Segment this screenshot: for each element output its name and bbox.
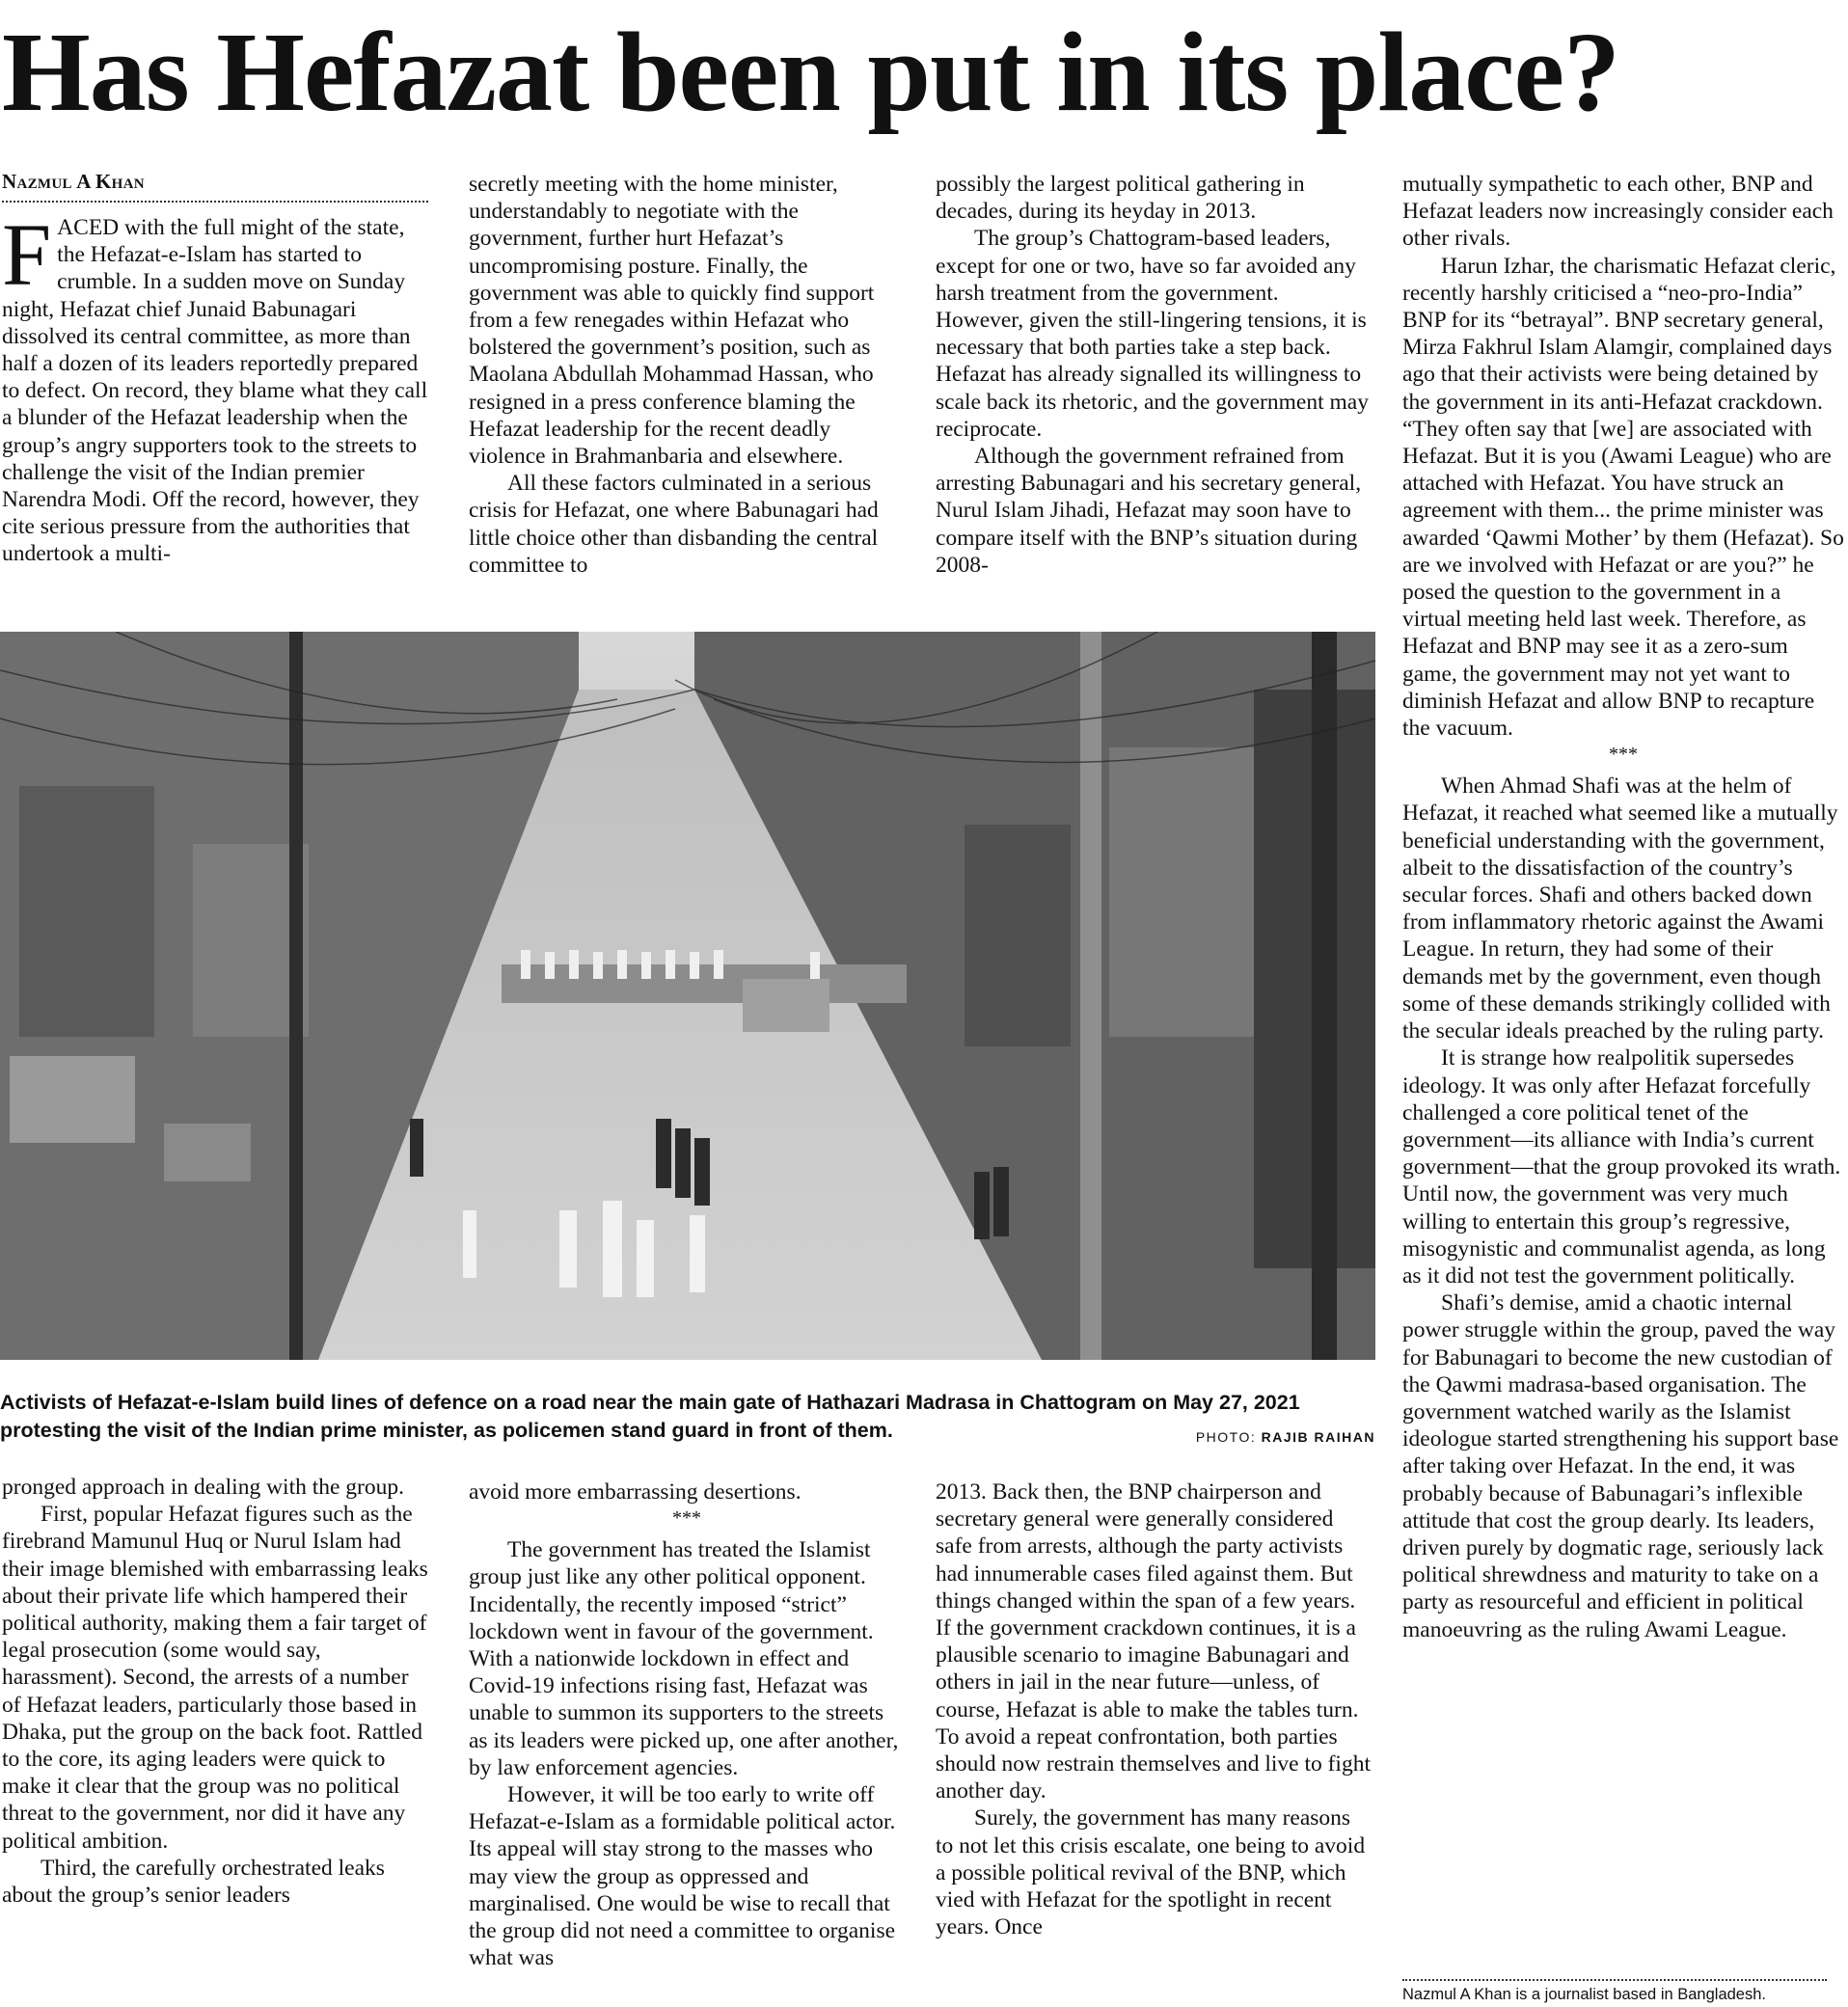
paragraph: pronged approach in dealing with the group. — [2, 1475, 405, 1500]
section-break: *** — [1609, 744, 1638, 766]
section-break: *** — [672, 1507, 701, 1530]
lead-paragraph: FACED with the full might of the state, the Hefazat-e-Islam has started to crumble. In a sudden move on Sunday night, Hefazat chief Junaid Babunagari dissolved its central committee, as more than half a dozen of its leaders reportedly prepared to defect. On record, they blame what they call a blunder of the Hefazat leadership when the group’s angry supporters took to the streets to challenge the visit of the Indian premier Narendra Modi. Off the record, however, they cite serious pressure from the authorities that undertook a multi- — [2, 205, 428, 567]
photo-credit: PHOTO: RAJIB RAIHAN — [1195, 1429, 1375, 1445]
column-4 — [1402, 171, 1844, 1976]
author-bio-divider — [1402, 1979, 1827, 1981]
paragraph: When Ahmad Shafi was at the helm of Hefazat, it reached what seemed like a mutually beneficial understanding with the government, albeit to the dissatisfaction of the country’s secular forces. Shafi and others backed down from inflammatory rhetoric against the Awami League. In return, they had some of their demands met by the government, even though some of these demands strikingly collided with the secular ideals preached by the ruling party. — [1402, 773, 1838, 1044]
headline: Has Hefazat been put in its place? — [2, 9, 1619, 135]
paragraph: Surely, the government has many reasons to not let this crisis escalate, one being to avoid a possible political revival of the BNP, which vied with Hefazat for the spotlight in recent years. Once — [936, 1805, 1366, 1940]
paragraph: avoid more embarrassing desertions. — [469, 1479, 802, 1505]
paragraph: possibly the largest political gathering in decades, during its heyday in 2013. — [936, 172, 1305, 225]
news-photo — [0, 632, 1375, 1360]
byline: Nazmul A Khan — [2, 168, 428, 203]
paragraph: 2013. Back then, the BNP chairperson and secretary general were generally considered safe from arrests, although the party activists had innumerable cases filed against them. But things changed within the span of a few years. If the government crackdown continues, it is a plausible scenario to imagine Babunagari and others in jail in the near future—unless, of course, Hefazat is able to make the tables turn. To avoid a repeat confrontation, both parties should now restrain themselves and live to fight another day. — [936, 1479, 1371, 1804]
column-2-top — [469, 171, 905, 605]
paragraph: All these factors culminated in a serious crisis for Hefazat, one where Babunagari had little choice other than disbanding the central committee to — [469, 471, 879, 578]
paragraph: The group’s Chattogram-based leaders, except for one or two, have so far avoided any harsh treatment from the government. However, given the still-lingering tensions, it is necessary that both parties take a step back. Hefazat has already signalled its willingness to scale back its rhetoric, and the government may reciprocate. — [936, 226, 1369, 442]
column-1-bottom — [2, 1474, 428, 2007]
street-scene-illustration — [0, 632, 1375, 1360]
paragraph: secretly meeting with the home minister, understandably to negotiate with the government, further hurt Hefazat’s uncompromising posture. Finally, the government was able to quickly find support from a few renegades within Hefazat who bolstered the government’s position, such as Maolana Abdullah Mohammad Hassan, who resigned in a press conference blaming the Hefazat leadership for the recent deadly violence in Brahmanbaria and elsewhere. — [469, 172, 875, 470]
author-bio: Nazmul A Khan is a journalist based in Bangladesh. — [1402, 1986, 1766, 2003]
column-2-bottom — [469, 1478, 905, 2007]
drop-cap: F — [2, 205, 52, 304]
paragraph: First, popular Hefazat figures such as the firebrand Mamunul Huq or Nurul Islam had their image blemished with embarrassing leaks about their private life which hampered their political authority, making them a fair target of legal prosecution (some would say, harassment). Second, the arrests of a number of Hefazat leaders, particularly those based in Dhaka, put the group on the back foot. Rattled to the core, its aging leaders were quick to make it clear that the group was no political threat to the government, nor did it have any political ambition. — [2, 1502, 428, 1854]
paragraph: Although the government refrained from arresting Babunagari and his secretary general, Nurul Islam Jihadi, Hefazat may soon have to compare itself with the BNP’s situation during 2008- — [936, 444, 1362, 578]
photo-caption: Activists of Hefazat-e-Islam build lines of defence on a road near the main gate of Hathazari Madrasa in Chattogram on May 27, 2021 protesting the visit of the Indian prime minister, as policemen stand guard in front of them. — [0, 1391, 1300, 1442]
paragraph: Shafi’s demise, amid a chaotic internal power struggle within the group, paved the way for Babunagari to become the new custodian of the Qawmi madrasa-based organisation. The government watched warily as the Islamist ideologue started strengthening his support base after taking over Hefazat. In the end, it was probably because of Babunagari’s inflexible attitude that cost the group dearly. Its leaders, driven purely by dogmatic rage, seriously lack political shrewdness and maturity to take on a party as resourceful and efficient in political manoeuvring as the ruling Awami League. — [1402, 1290, 1839, 1642]
paragraph: Harun Izhar, the charismatic Hefazat cleric, recently harshly criticised a “neo-pro-India” BNP for its “betrayal”. BNP secretary general, Mirza Fakhrul Islam Alamgir, complained days ago that their activists were being detained by the government in its anti-Hefazat crackdown. “They often say that [we] are associated with Hefazat. But it is you (Awami League) who are attached with Hefazat. You have struck an agreement with them... the prime minister was awarded ‘Qawmi Mother’ by them (Hefazat). So are we involved with Hefazat or are you?” he posed the question to the government in a virtual meeting held last week. Therefore, as Hefazat and BNP may see it as a zero-sum game, the government may not yet want to diminish Hefazat and allow BNP to recapture the vacuum. — [1402, 253, 1844, 742]
paragraph: mutually sympathetic to each other, BNP and Hefazat leaders now increasingly consider each other rivals. — [1402, 172, 1834, 252]
column-3-top — [936, 171, 1372, 605]
paragraph: Third, the carefully orchestrated leaks about the group’s senior leaders — [2, 1855, 385, 1909]
column-1-top — [2, 168, 428, 604]
column-3-bottom — [936, 1478, 1372, 2007]
paragraph: The government has treated the Islamist group just like any other political opponent. Incidentally, the recently imposed “strict” lockdown went in favour of the government. With a nationwide lockdown in effect and Covid-19 infections rising fast, Hefazat was unable to summon its supporters to the streets as its leaders were picked up, one after another, by law enforcement agencies. — [469, 1537, 899, 1780]
paragraph: It is strange how realpolitik supersedes ideology. It was only after Hefazat forcefully challenged a core political tenet of the government—its alliance with India’s current government—that the group provoked its wrath. Until now, the government was very much willing to entertain this group’s regressive, misogynistic and communalist agenda, as long as it did not test the government politically. — [1402, 1045, 1841, 1288]
paragraph: However, it will be too early to write off Hefazat-e-Islam as a formidable political actor. Its appeal will stay strong to the masses who may view the group as oppressed and marginalised. One would be wise to recall that the group did not need a committee to organise what was — [469, 1782, 896, 1971]
